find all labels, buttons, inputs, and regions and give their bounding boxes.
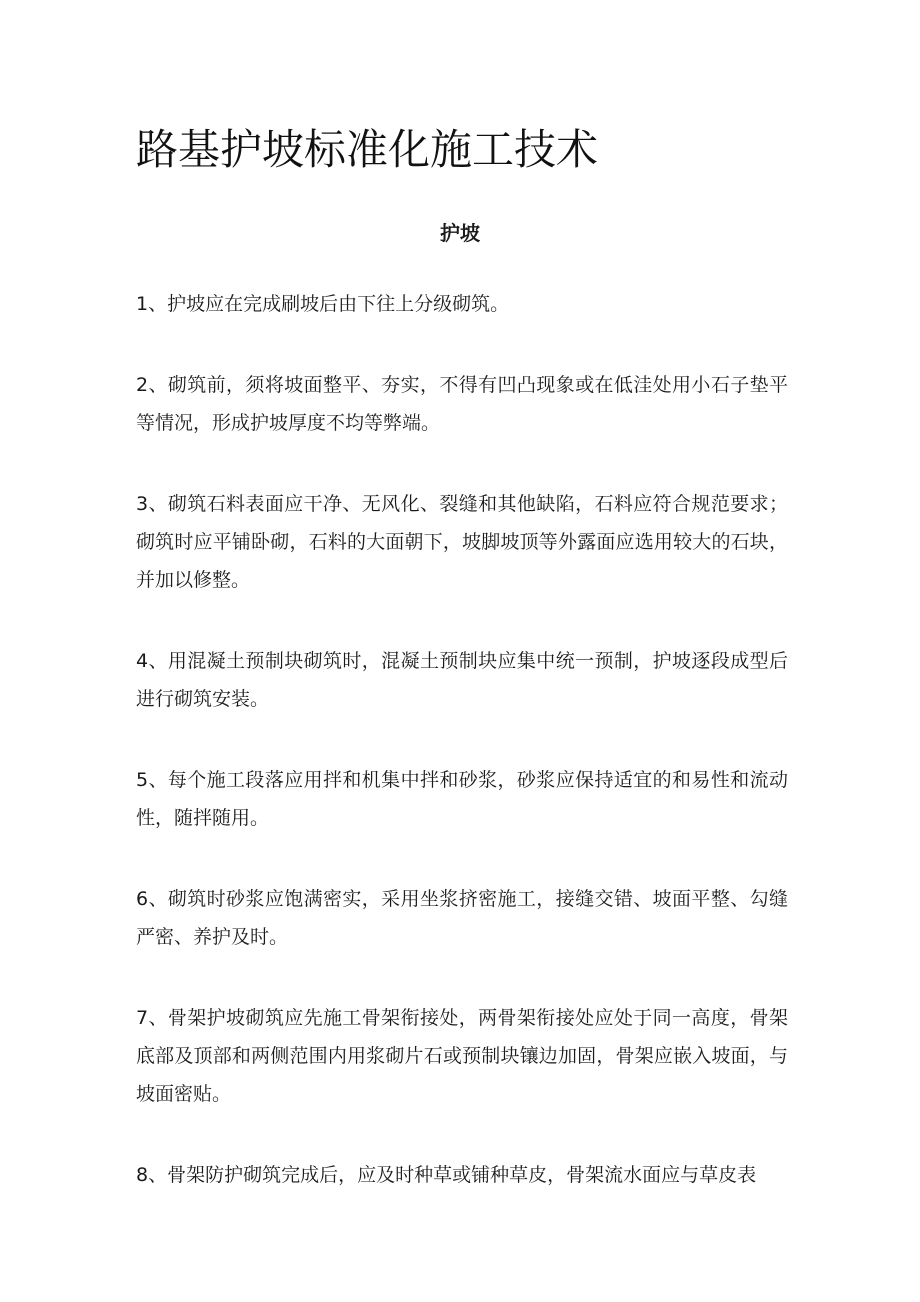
- list-item: 6、砌筑时砂浆应饱满密实，采用坐浆挤密施工，接缝交错、坡面平整、勾缝严密、养护及时。: [136, 888, 788, 948]
- list-item: 7、骨架护坡砌筑应先施工骨架衔接处，两骨架衔接处应处于同一高度，骨架底部及顶部和两侧范围内用浆砌片石或预制块镶边加固，骨架应嵌入坡面，与坡面密贴。: [136, 1007, 788, 1105]
- list-item: 3、砌筑石料表面应干净、无风化、裂缝和其他缺陷，石料应符合规范要求；砌筑时应平铺卧砌，石料的大面朝下，坡脚坡顶等外露面应选用较大的石块，并加以修整。: [136, 493, 788, 591]
- list-item: 5、每个施工段落应用拌和机集中拌和砂浆，砂浆应保持适宜的和易性和流动性，随拌随用。: [136, 769, 788, 829]
- list-item: 8、骨架防护砌筑完成后，应及时种草或铺种草皮，骨架流水面应与草皮表: [136, 1164, 757, 1186]
- list-item: 1、护坡应在完成刷坡后由下往上分级砌筑。: [136, 293, 510, 315]
- section-heading: 护坡: [440, 221, 480, 245]
- requirements-list: [136, 285, 788, 1237]
- page-title: 路基护坡标准化施工技术: [136, 125, 599, 174]
- list-item: 4、用混凝土预制块砌筑时，混凝土预制块应集中统一预制，护坡逐段成型后进行砌筑安装。: [136, 650, 788, 710]
- list-item: 2、砌筑前，须将坡面整平、夯实，不得有凹凸现象或在低洼处用小石子垫平等情况，形成护坡厚度不均等弊端。: [136, 374, 788, 434]
